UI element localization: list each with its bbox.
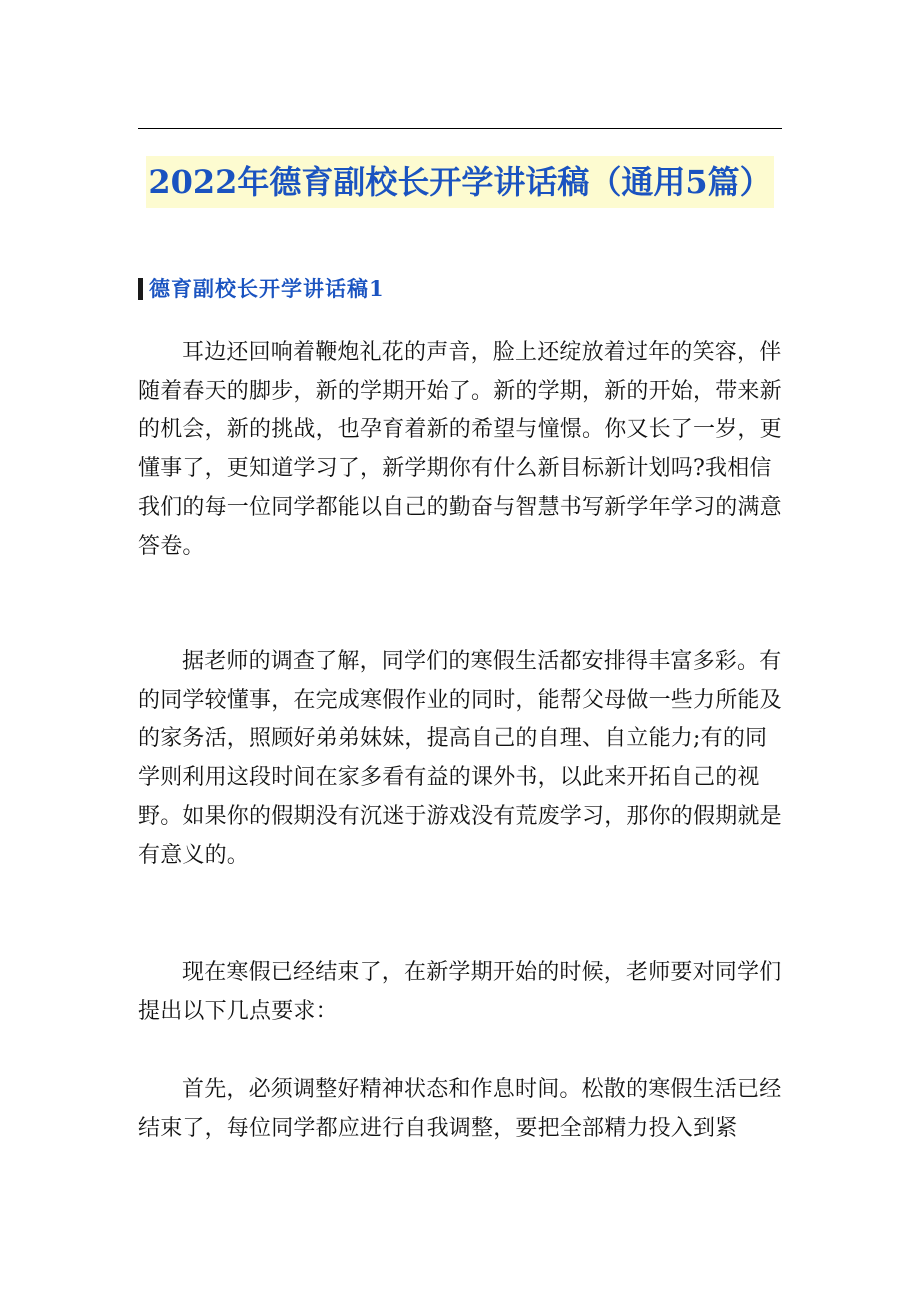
section-heading-text: 德育副校长开学讲话稿1 [149, 276, 385, 301]
section-heading [138, 272, 385, 306]
paragraph-2: 据老师的调查了解，同学们的寒假生活都安排得丰富多彩。有的同学较懂事，在完成寒假作业的同时，能帮父母做一些力所能及的家务活，照顾好弟弟妹妹，提高自己的自理、自立能力;有的同学则利用这段时间在家多看有益的课外书，以此来开拓自己的视野。如果你的假期没有沉迷于游戏没有荒废学习，那你的假期就是有意义的。 [138, 649, 782, 868]
document-title: 2022年德育副校长开学讲话稿（通用5篇） [146, 156, 773, 208]
paragraph-3: 现在寒假已经结束了，在新学期开始的时候，老师要对同学们提出以下几点要求： [138, 960, 782, 1024]
top-rule [138, 128, 782, 129]
title-block [138, 156, 782, 208]
paragraph-1: 耳边还回响着鞭炮礼花的声音，脸上还绽放着过年的笑容，伴随着春天的脚步，新的学期开始了。新的学期，新的开始，带来新的机会，新的挑战，也孕育着新的希望与憧憬。你又长了一岁，更懂事了，更知道学习了，新学期你有什么新目标新计划吗?我相信我们的每一位同学都能以自己的勤奋与智慧书写新学年学习的满意答卷。 [138, 340, 782, 559]
paragraph-4: 首先，必须调整好精神状态和作息时间。松散的寒假生活已经结束了，每位同学都应进行自我调整，要把全部精力投入到紧 [138, 1077, 782, 1141]
heading-marker [138, 278, 143, 300]
